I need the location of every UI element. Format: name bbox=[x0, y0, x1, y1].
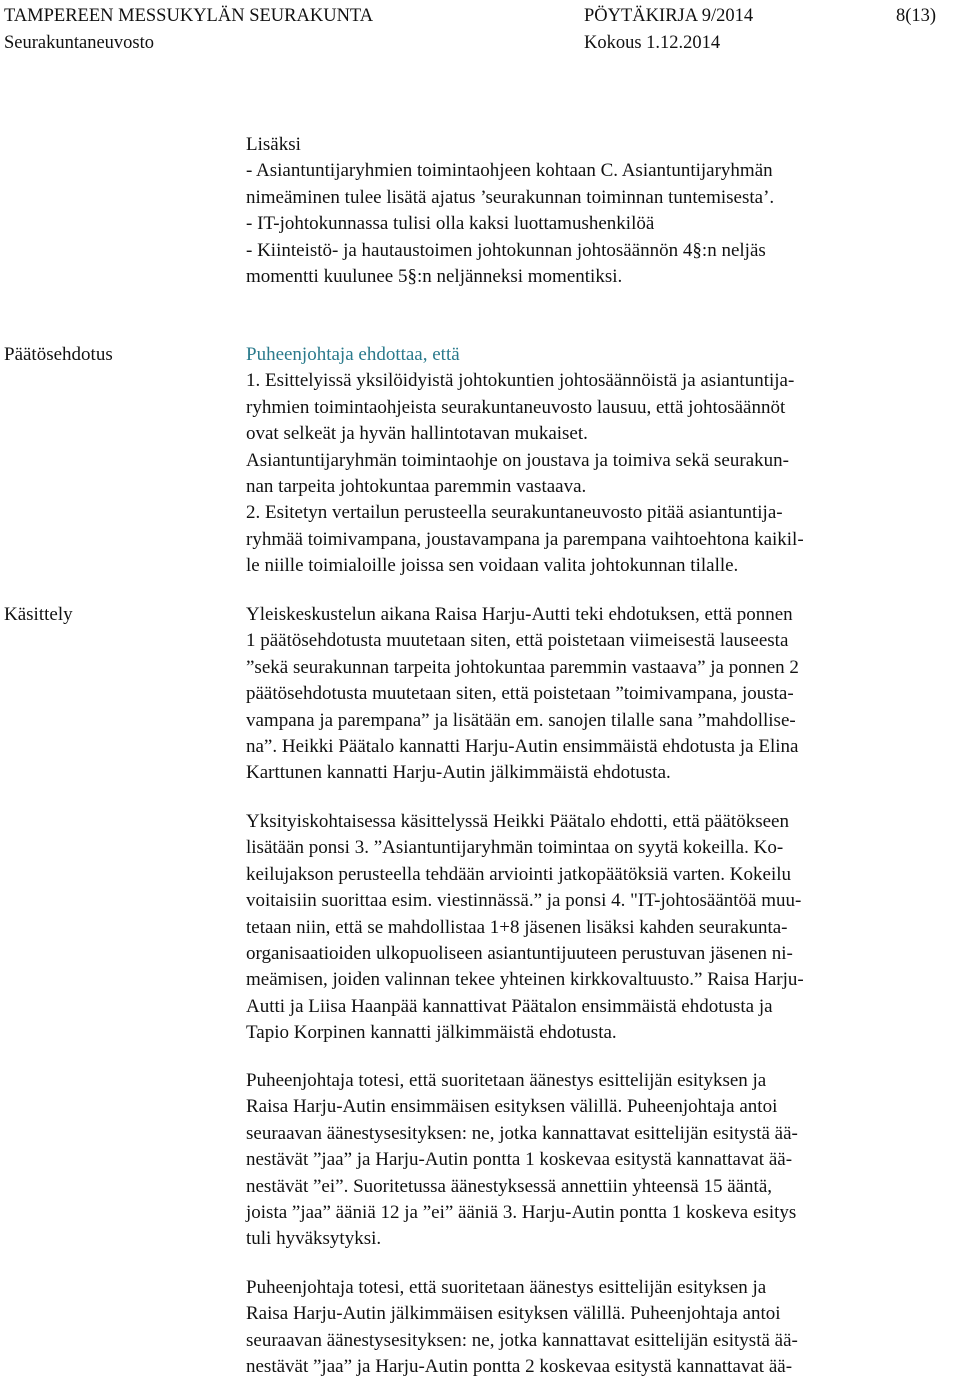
proposal-line: ryhmien toimintaohjeista seurakuntaneuvosto lausuu, että johtosäännöt bbox=[246, 396, 786, 418]
handling-line: Autti ja Liisa Haanpää kannattivat Päätalon ensimmäistä ehdotusta ja bbox=[246, 995, 773, 1017]
handling-line: joista ”jaa” ääniä 12 ja ”ei” ääniä 3. Harju-Autin pontta 1 koskeva esitys bbox=[246, 1202, 797, 1224]
handling-paragraph-1 bbox=[246, 602, 954, 787]
handling-paragraph-2 bbox=[246, 809, 954, 1047]
handling-paragraph-3 bbox=[246, 1068, 954, 1253]
handling-line: päätösehdotusta muutetaan siten, että poistetaan ”toimivampana, jousta- bbox=[246, 683, 794, 705]
handling-line: meämisen, joiden valinnan tekee yhteinen kirkkovaltuusto.” Raisa Harju- bbox=[246, 969, 804, 991]
handling-line: nestävät ”ei”. Suoritetussa äänestyksessä annettiin yhteensä 15 ääntä, bbox=[246, 1175, 773, 1197]
additions-line: - IT-johtokunnassa tulisi olla kaksi luottamushenkilöä bbox=[246, 213, 655, 235]
handling-line: na”. Heikki Päätalo kannatti Harju-Autin ensimmäistä ehdotusta ja Elina bbox=[246, 736, 799, 758]
handling-line: Karttunen kannatti Harju-Autin jälkimmäistä ehdotusta. bbox=[246, 762, 671, 784]
proposal-line: le niille toimialoille joissa sen voidaan valita johtokunnan tilalle. bbox=[246, 555, 739, 577]
org-name: TAMPEREEN MESSUKYLÄN SEURAKUNTA bbox=[4, 6, 374, 26]
handling-line: organisaatioiden ulkopuoliseen asiantuntijuuteen perustuvan jäsenen ni- bbox=[246, 943, 793, 965]
additions-line: - Kiinteistö- ja hautaustoimen johtokunnan johtosäännön 4§:n neljäs bbox=[246, 239, 766, 261]
meeting-date: Kokous 1.12.2014 bbox=[584, 33, 721, 53]
handling-line: tuli hyväksytyksi. bbox=[246, 1228, 382, 1250]
handling-line: nestävät ”jaa” ja Harju-Autin pontta 2 koskevaa esitystä kannattavat ää- bbox=[246, 1356, 793, 1378]
handling-line: tetaan niin, että se mahdollistaa 1+8 jäsenen lisäksi kahden seurakunta- bbox=[246, 916, 788, 938]
handling-line: keilujakson perusteella tehdään arviointi jatkopäätöksiä varten. Kokeilu bbox=[246, 863, 792, 885]
proposal-intro: Puheenjohtaja ehdottaa, että bbox=[246, 344, 460, 365]
additions-line: Lisäksi bbox=[246, 134, 301, 155]
body-name: Seurakuntaneuvosto bbox=[4, 33, 155, 53]
additions-block bbox=[246, 132, 954, 290]
handling-line: Puheenjohtaja totesi, että suoritetaan äänestys esittelijän esityksen ja bbox=[246, 1070, 767, 1091]
handling-line: voitaisiin suorittaa esim. viestinnässä.” ja ponsi 4. "IT-johtosääntöä muu- bbox=[246, 890, 802, 912]
handling-line: seuraavan äänestysesityksen: ne, jotka kannattavat esittelijän esitystä ää- bbox=[246, 1122, 798, 1144]
proposal-line: 2. Esitetyn vertailun perusteella seurakuntaneuvosto pitää asiantuntija- bbox=[246, 502, 783, 524]
additions-line: - Asiantuntijaryhmien toimintaohjeen kohtaan C. Asiantuntijaryhmän bbox=[246, 160, 773, 182]
handling-line: Yksityiskohtaisessa käsittelyssä Heikki Päätalo ehdotti, että päätökseen bbox=[246, 811, 789, 832]
handling-line: Raisa Harju-Autin jälkimmäisen esityksen välillä. Puheenjohtaja antoi bbox=[246, 1303, 781, 1325]
handling-line: nestävät ”jaa” ja Harju-Autin pontta 1 koskevaa esitystä kannattavat ää- bbox=[246, 1149, 793, 1171]
handling-line: seuraavan äänestysesityksen: ne, jotka kannattavat esittelijän esitystä ää- bbox=[246, 1329, 798, 1351]
proposal-block bbox=[246, 342, 954, 580]
proposal-line: ryhmää toimivampana, joustavampana ja parempana vaihtoehtona kaikil- bbox=[246, 528, 804, 550]
handling-label: Käsittely bbox=[4, 604, 73, 625]
proposal-line: nan tarpeita johtokuntaa paremmin vastaava. bbox=[246, 476, 587, 498]
proposal-line: Asiantuntijaryhmän toimintaohje on joustava ja toimiva sekä seurakun- bbox=[246, 449, 789, 471]
document-title: PÖYTÄKIRJA 9/2014 bbox=[584, 6, 754, 26]
additions-line: nimeäminen tulee lisätä ajatus ’seurakunnan toiminnan tuntemisesta’. bbox=[246, 186, 775, 208]
handling-line: Raisa Harju-Autin ensimmäisen esityksen välillä. Puheenjohtaja antoi bbox=[246, 1096, 778, 1118]
proposal-line: ovat selkeät ja hyvän hallintotavan mukaiset. bbox=[246, 423, 588, 445]
page-number: 8(13) bbox=[896, 6, 937, 26]
proposal-label: Päätösehdotus bbox=[4, 344, 113, 365]
handling-line: Puheenjohtaja totesi, että suoritetaan äänestys esittelijän esityksen ja bbox=[246, 1277, 767, 1298]
handling-line: Tapio Korpinen kannatti jälkimmäistä ehdotusta. bbox=[246, 1022, 617, 1044]
handling-line: Yleiskeskustelun aikana Raisa Harju-Autti teki ehdotuksen, että ponnen bbox=[246, 604, 793, 625]
additions-line: momentti kuulunee 5§:n neljänneksi momentiksi. bbox=[246, 266, 623, 288]
handling-line: vampana ja parempana” ja lisätään em. sanojen tilalle sana ”mahdollise- bbox=[246, 709, 796, 731]
handling-line: ”sekä seurakunnan tarpeita johtokuntaa paremmin vastaava” ja ponnen 2 bbox=[246, 656, 799, 678]
handling-line: lisätään ponsi 3. ”Asiantuntijaryhmän toimintaa on syytä kokeilla. Ko- bbox=[246, 837, 784, 859]
handling-line: 1 päätösehdotusta muutetaan siten, että poistetaan viimeisestä lauseesta bbox=[246, 630, 789, 652]
proposal-line: 1. Esittelyissä yksilöidyistä johtokuntien johtosäännöistä ja asiantuntija- bbox=[246, 370, 795, 392]
handling-paragraph-4 bbox=[246, 1275, 954, 1381]
